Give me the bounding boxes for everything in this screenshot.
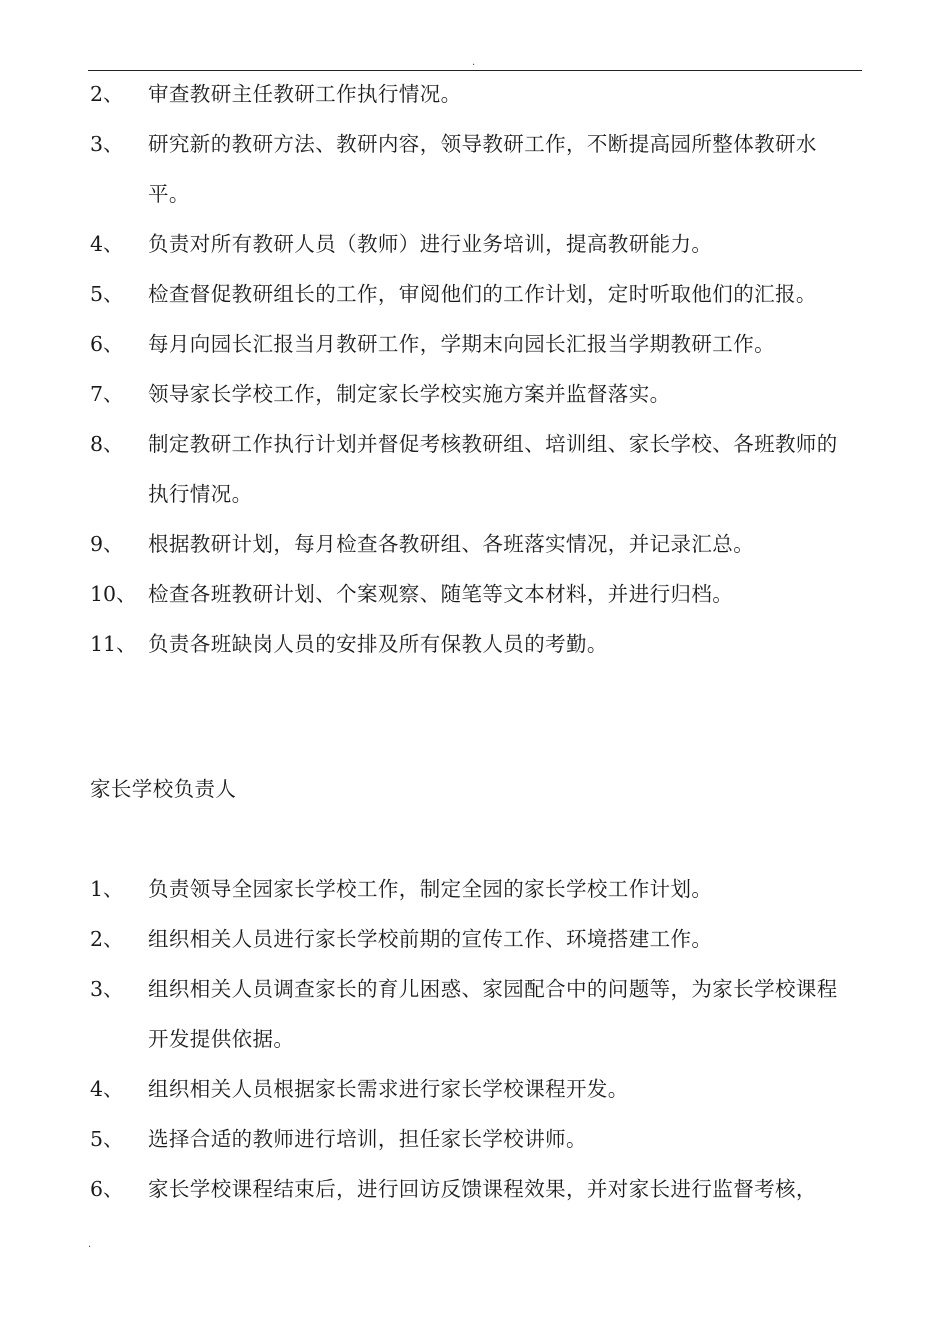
item-text: 制定教研工作执行计划并督促考核教研组、培训组、家长学校、各班教师的执行情况。	[148, 432, 838, 506]
item-number: 3、	[90, 132, 124, 156]
item-number: 4、	[90, 232, 124, 256]
footer-mark: .	[88, 1239, 92, 1250]
item-text: 家长学校课程结束后，进行回访反馈课程效果，并对家长进行监督考核，	[148, 1177, 817, 1201]
item-number: 9、	[90, 532, 124, 556]
item-text: 组织相关人员调查家长的育儿困惑、家园配合中的问题等，为家长学校课程开发提供依据。	[148, 977, 838, 1051]
item-number: 10、	[90, 582, 137, 606]
item-text: 组织相关人员进行家长学校前期的宣传工作、环境搭建工作。	[148, 927, 713, 951]
item-text: 每月向园长汇报当月教研工作，学期末向园长汇报当学期教研工作。	[148, 332, 775, 356]
item-number: 5、	[90, 282, 124, 306]
item-text: 领导家长学校工作，制定家长学校实施方案并监督落实。	[148, 382, 671, 406]
item-number: 1、	[90, 877, 124, 901]
item-text: 组织相关人员根据家长需求进行家长学校课程开发。	[148, 1077, 629, 1101]
item-number: 7、	[90, 382, 124, 406]
item-text: 根据教研计划，每月检查各教研组、各班落实情况，并记录汇总。	[148, 532, 755, 556]
item-number: 6、	[90, 332, 124, 356]
item-text: 负责对所有教研人员（教师）进行业务培训，提高教研能力。	[148, 232, 713, 256]
item-number: 2、	[90, 82, 124, 106]
item-text: 负责各班缺岗人员的安排及所有保教人员的考勤。	[148, 632, 608, 656]
header-mark: .	[472, 57, 476, 68]
item-text: 审查教研主任教研工作执行情况。	[148, 82, 462, 106]
item-number: 5、	[90, 1127, 124, 1151]
item-text: 负责领导全园家长学校工作，制定全园的家长学校工作计划。	[148, 877, 713, 901]
item-text: 检查督促教研组长的工作，审阅他们的工作计划，定时听取他们的汇报。	[148, 282, 817, 306]
item-number: 6、	[90, 1177, 124, 1201]
item-number: 8、	[90, 432, 124, 456]
item-number: 11、	[90, 632, 137, 656]
item-text: 检查各班教研计划、个案观察、随笔等文本材料，并进行归档。	[148, 582, 734, 606]
item-number: 4、	[90, 1077, 124, 1101]
item-text: 研究新的教研方法、教研内容，领导教研工作，不断提高园所整体教研水平。	[148, 132, 817, 206]
section-heading: 家长学校负责人	[90, 777, 237, 801]
item-number: 3、	[90, 977, 124, 1001]
item-text: 选择合适的教师进行培训，担任家长学校讲师。	[148, 1127, 587, 1151]
item-number: 2、	[90, 927, 124, 951]
